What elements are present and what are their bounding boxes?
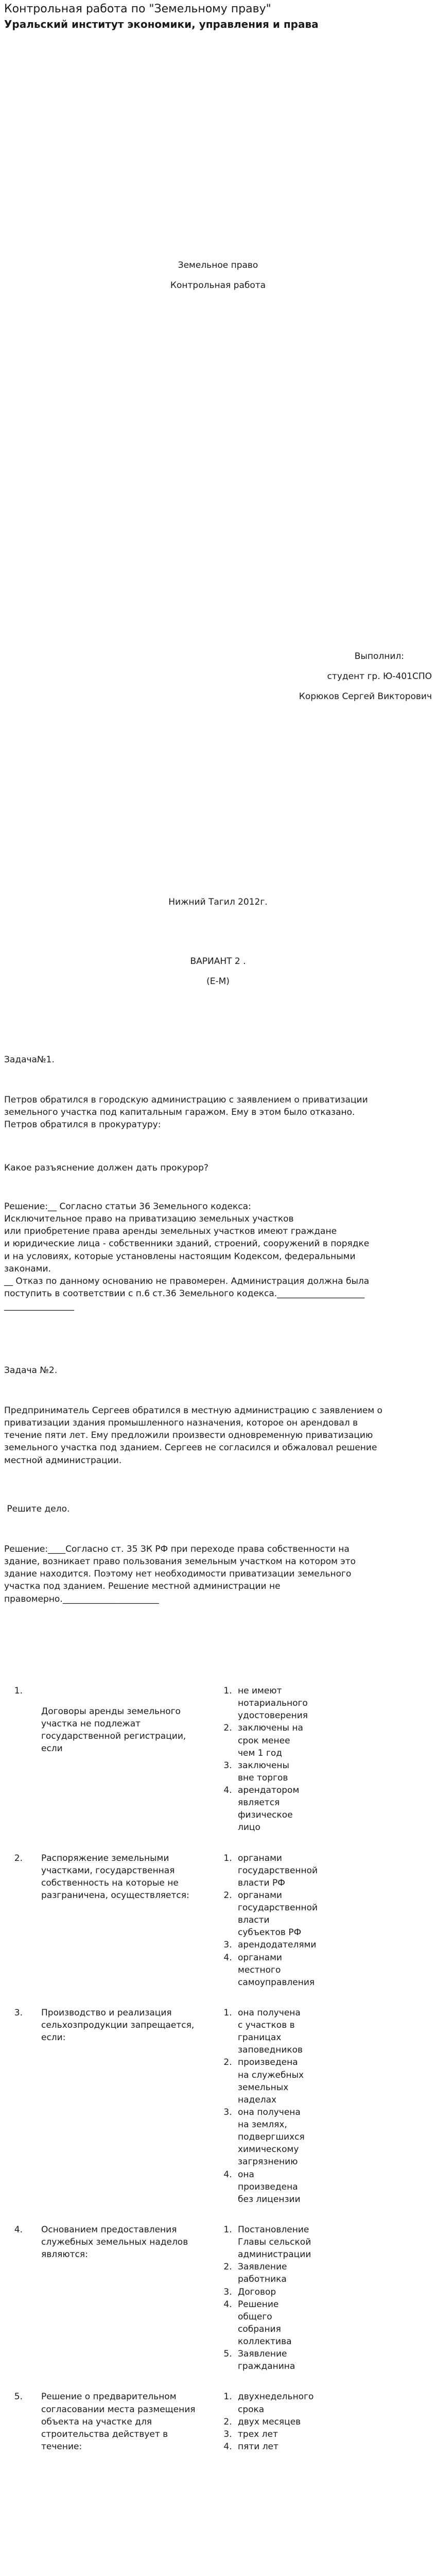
task1-answer-line: Решение:__ Согласно статьи 36 Земельного кодекса: [4,1201,251,1212]
task1-title: Задача№1. [4,1055,55,1065]
task1-answer-line: ________________ [4,1301,74,1311]
answer-option: 2. Заявление работника [235,2261,311,2285]
task2-title: Задача №2. [4,1365,58,1376]
answer-options [220,2007,308,2206]
answer-option: 1. двухнедельного срока [235,2391,313,2415]
answer-option: 4. арендатором является физическое лицо [235,1784,308,1834]
task2-answer-line: участка под зданием. Решение местной администрации не [4,1581,281,1592]
cover-subject: Земельное право [178,260,258,270]
question-5 [0,2391,313,2453]
answer-option: 3. трех лет [235,2428,313,2441]
task2-answer-line: здание, возникает право пользования земельным участком на котором это [4,1556,356,1567]
answer-options [220,2224,311,2373]
task2-answer [4,1543,431,1605]
student-group: студент гр. Ю-401СПО [327,671,432,682]
cover-work-type: Контрольная работа [170,280,266,291]
answer-option: 4. органами местного самоуправления [235,1952,318,1989]
task1-answer-line: или приобретение права аренды земельных участков имеют граждане [4,1226,337,1237]
task1-answer-line: Исключительное право на приватизацию земельных участков [4,1214,294,1225]
answer-option: 1. она получена с участков в границах заповедников [235,2007,308,2057]
question-text: Распоряжение земельными участками, государственная собственность на которые не разграничена, осуществляется: [41,1853,189,1901]
task1-answer-line: и юридические лица - собственники зданий, строений, сооружений в порядке [4,1239,370,1249]
task1-question: Какое разъяснение должен дать прокурор? [4,1163,208,1173]
student-name: Корюков Сергей Викторович [299,691,432,702]
answer-option: 1. Постановление Главы сельской администрации [235,2224,311,2261]
question-number: 3. [14,2007,23,2018]
question-2 [0,1852,318,1989]
question-text: Основанием предоставления служебных земельных наделов являются: [41,2224,188,2260]
answer-option: 3. заключены вне торгов [235,1759,308,1784]
question-number: 5. [14,2392,23,2402]
answer-option: 3. она получена на землях, подвергшихся химическому загрязнению [235,2106,308,2168]
task1-answer [4,1200,431,1312]
answer-option: 4. она произведена без лицензии [235,2168,308,2206]
task2-prompt: Решите дело. [4,1504,70,1514]
answer-option: 3. арендодателями [235,1939,318,1951]
task1-answer-line: поступить в соответствии с п.6 ст.36 Земельного кодекса.____________________ [4,1288,365,1299]
question-text: Решение о предварительном согласовании места размещения объекта на участке для строительства действует в течение: [41,2392,196,2452]
task2-body-line: земельного участка под зданием. Сергеев не согласился и обжаловал решение [4,1443,377,1453]
question-4 [0,2224,311,2373]
question-3 [0,2007,308,2206]
document-header [4,1,431,32]
answer-options [220,1852,318,1989]
variant-label: ВАРИАНТ 2 . [190,956,246,967]
answer-options [220,2391,313,2453]
answer-option: 2. произведена на служебных земельных наделах [235,2056,308,2106]
question-number: 1. [14,1686,23,1696]
answer-option: 4. Решение общего собрания коллектива [235,2298,311,2348]
institute-name: Уральский институт экономики, управления и права [4,18,319,31]
question-text: Производство и реализация сельхозпродукции запрещается, если: [41,2007,195,2043]
task2-answer-line: здание находится. Поэтому нет необходимости приватизации земельного [4,1569,352,1580]
task1-answer-line: __ Отказ по данному основанию не правомерен. Администрация должна была [4,1276,370,1286]
answer-option: 3. Договор [235,2286,311,2298]
task2-body [4,1404,431,1467]
task1-answer-line: законами. [4,1263,51,1274]
performed-label: Выполнил: [354,651,404,662]
task2-answer-line: правомерно.______________________ [4,1594,159,1604]
answer-option: 5. Заявление гражданина [235,2348,311,2372]
question-number: 2. [14,1853,23,1863]
answer-option: 2. органами государственной власти субъектов РФ [235,1889,318,1939]
question-1 [0,1685,308,1834]
task2-body-line: приватизации здания промышленного назначения, которое он арендовал в [4,1418,358,1429]
answer-option: 4. пяти лет [235,2441,313,2453]
task1-answer-line: и на условиях, которые установлены настоящим Кодексом, федеральными [4,1251,356,1262]
task1-body-line: Петров обратился в городскую администрацию с заявлением о приватизации [4,1095,368,1105]
document-title: Контрольная работа по "Земельному праву" [4,3,271,15]
test-questions [0,1685,436,2453]
answer-option: 1. органами государственной власти РФ [235,1852,318,1889]
city-year: Нижний Тагил 2012г. [168,897,268,907]
task2-body-line: местной администрации. [4,1455,122,1466]
answer-option: 1. не имеют нотариального удостоверения [235,1685,308,1722]
task1-body-line: Петров обратился в прокуратуру: [4,1120,161,1130]
answer-options [220,1685,308,1834]
answer-option: 2. заключены на срок менее чем 1 год [235,1722,308,1759]
task1-body [4,1094,431,1131]
variant-code: (Е-М) [206,976,230,987]
task2-answer-line: Решение:____Согласно ст. 35 ЗК РФ при переходе права собственности на [4,1544,350,1554]
question-text: Договоры аренды земельного участка не подлежат государственной регистрации, если [41,1706,186,1754]
task2-body-line: Предприниматель Сергеев обратился в местную администрацию с заявлением о [4,1405,382,1416]
task2-body-line: течение пяти лет. Ему предложили произвести одновременную приватизацию [4,1430,373,1441]
answer-option: 2. двух месяцев [235,2416,313,2428]
task1-body-line: земельного участка под капитальным гаражом. Ему в этом было отказано. [4,1107,355,1118]
question-number: 4. [14,2224,23,2235]
